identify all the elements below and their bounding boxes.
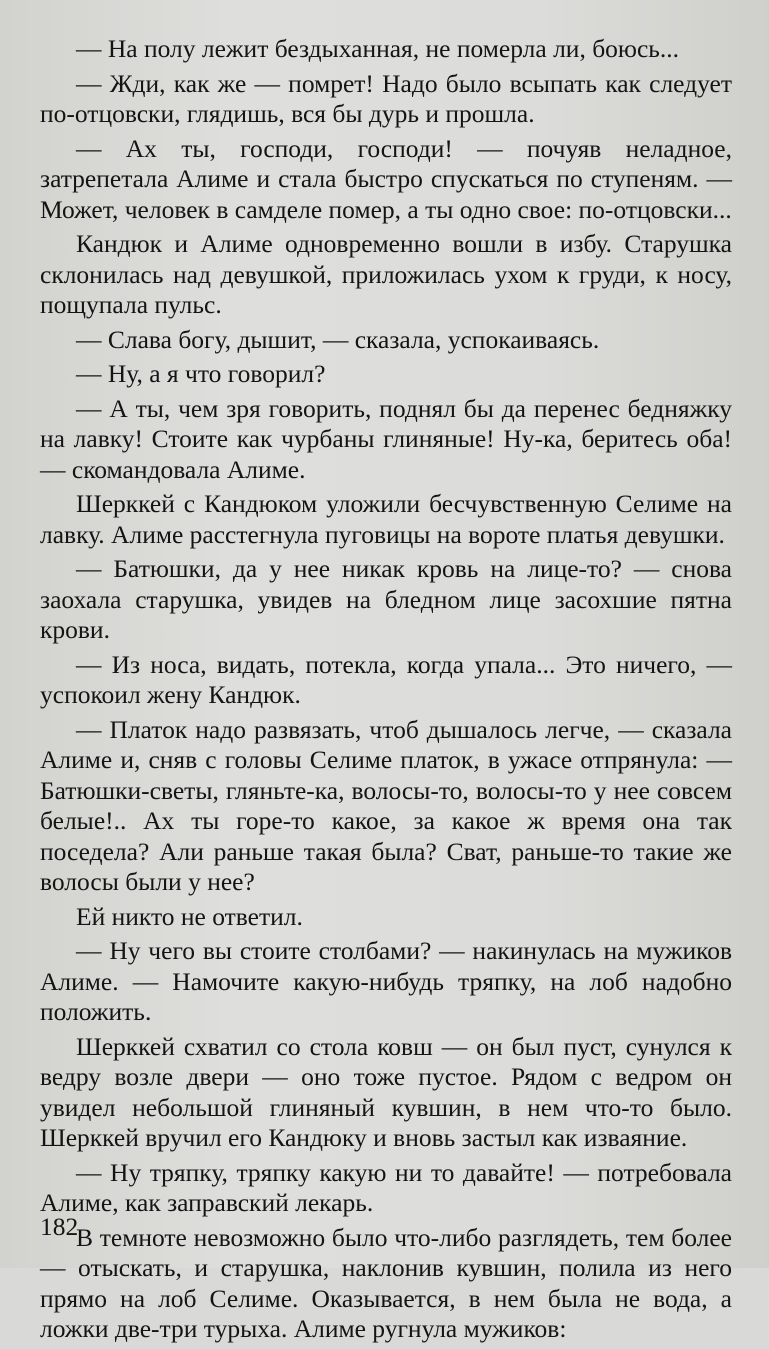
paragraph: Шерккей схватил со стола ковш — он был пуст, сунулся к ведру возле двери — оно тоже пустое. Рядом с ведром он увидел небольшой глиняный кувшин, в нем что-то было. Шерккей вручил его Кандюку и вновь застыл как изваяние. xyxy=(40,1031,732,1152)
paragraph: — Ну тряпку, тряпку какую ни то давайте! — потребовала Алиме, как заправский лекарь. xyxy=(40,1157,732,1217)
paragraph: Кандюк и Алиме одновременно вошли в избу. Старушка склонилась над девушкой, приложилась ухом к груди, к носу, пощупала пульс. xyxy=(40,229,732,319)
paragraph: — Жди, как же — помрет! Надо было всыпать как следует по-отцовски, глядишь, вся бы дурь и прошла. xyxy=(40,68,732,128)
paragraph: — Слава богу, дышит, — сказала, успокаиваясь. xyxy=(76,324,600,354)
paragraph: — На полу лежит бездыханная, не померла ли, боюсь... xyxy=(76,34,680,63)
paragraph: — Ну, а я что говорил? xyxy=(76,359,326,388)
paragraph: — Из носа, видать, потекла, когда упала... Это ничего, — успокоил жену Кандюк. xyxy=(40,649,732,709)
body-text xyxy=(40,34,732,1349)
paragraph: В темноте невозможно было что-либо разглядеть, тем более — отыскать, и старушка, наклонив кувшин, полила из него прямо на лоб Селиме. Оказывается, в нем была не вода, а ложки две-три турыха. Алиме ругнула мужиков: xyxy=(40,1222,732,1343)
paragraph: Ей никто не ответил. xyxy=(76,901,303,931)
paragraph: Шерккей с Кандюком уложили бесчувственную Селиме на лавку. Алиме расстегнула пуговицы на вороте платья девушки. xyxy=(40,489,732,549)
paragraph: — Платок надо развязать, чтоб дышалось легче, — сказала Алиме и, сняв с головы Селиме платок, в ужасе отпрянула: — Батюшки-светы, гляньте-ка, волосы-то, волосы-то у нее совсем белые!.. Ах ты горе-то какое, за какое ж время она так поседела? Али раньше такая была? Сват, раньше-то такие же волосы были у нее? xyxy=(40,714,732,896)
paragraph: — Ну чего вы стоите столбами? — накинулась на мужиков Алиме. — Намочите какую-нибудь тряпку, на лоб надобно положить. xyxy=(40,936,732,1026)
paragraph: — Ах ты, господи, господи! — почуяв неладное, затрепетала Алиме и стала быстро спускаться по ступеням. — Может, человек в самделе помер, а ты одно свое: по-отцовски... xyxy=(40,133,732,224)
paragraph: — Батюшки, да у нее никак кровь на лице-то? — снова заохала старушка, увидев на бледном лице засохшие пятна крови. xyxy=(40,554,732,644)
paragraph: — А ты, чем зря говорить, поднял бы да перенес бедняжку на лавку! Стоите как чурбаны глиняные! Ну-ка, беритесь оба! — скомандовала Алиме. xyxy=(40,393,732,484)
page-number: 182 xyxy=(40,1212,79,1241)
